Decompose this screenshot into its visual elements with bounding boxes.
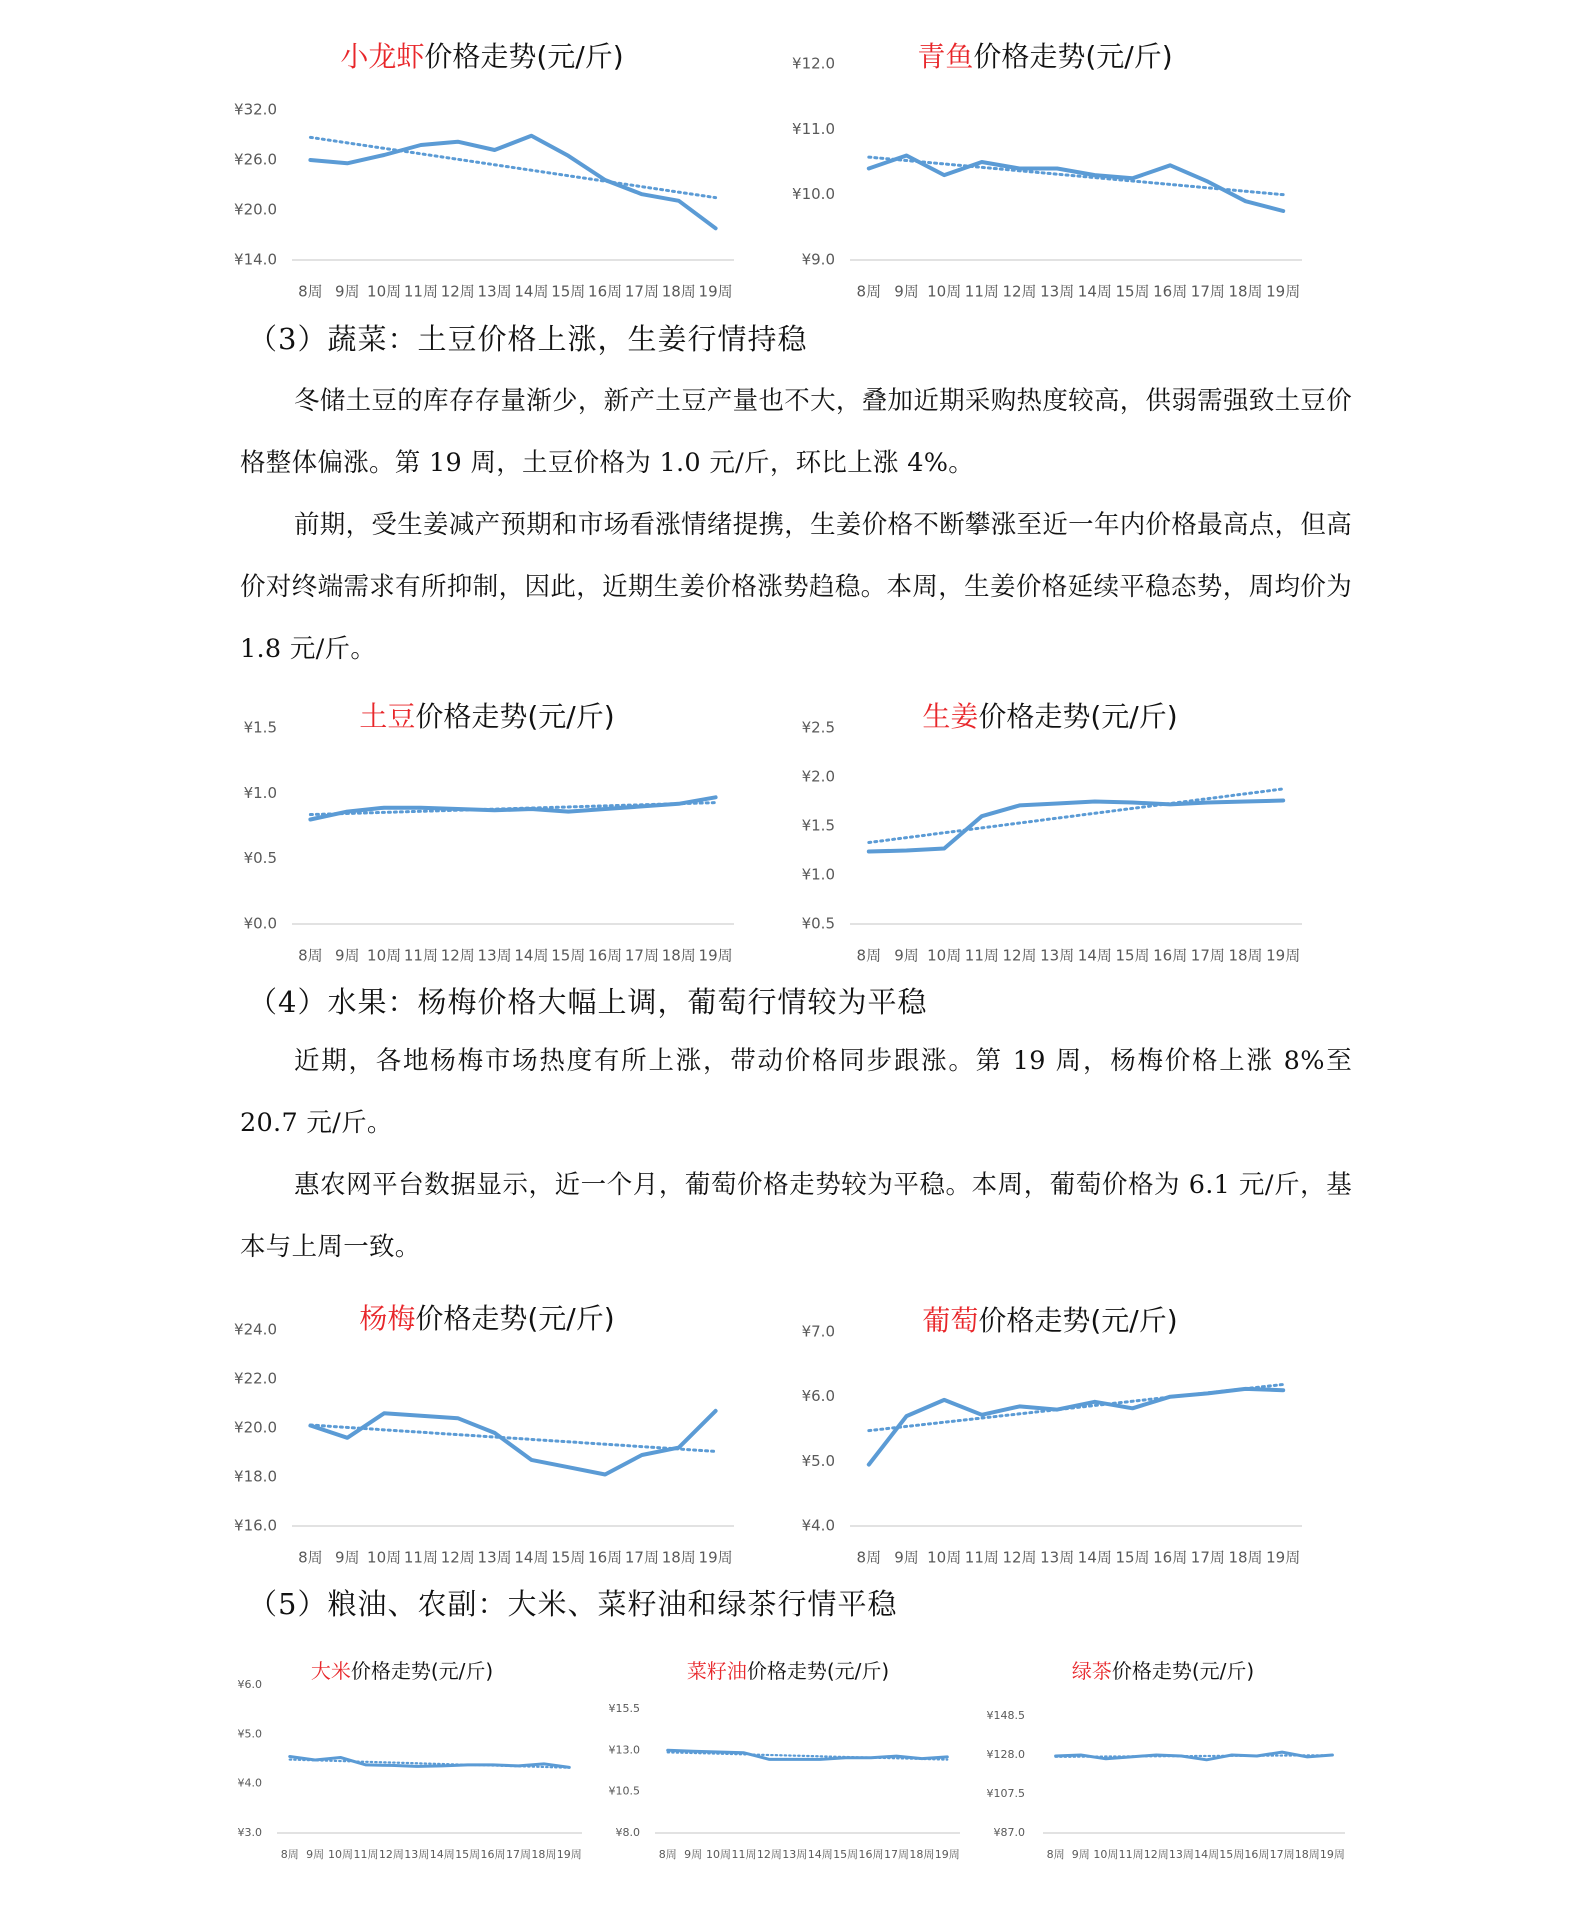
chart-title-rest: 价格走势(元/斤) xyxy=(1111,1658,1255,1683)
x-tick-label: 16周 xyxy=(588,282,623,301)
x-tick-label: 11周 xyxy=(964,282,999,301)
x-tick-label: 12周 xyxy=(756,1848,782,1861)
y-tick-label: ¥2.0 xyxy=(801,767,835,786)
y-tick-label: ¥148.5 xyxy=(986,1709,1025,1722)
chart-rice xyxy=(232,1655,592,1870)
x-tick-label: 10周 xyxy=(927,282,962,301)
y-tick-label: ¥14.0 xyxy=(234,250,277,269)
chart-crayfish xyxy=(232,30,752,304)
chart-title xyxy=(311,1659,493,1683)
x-tick-label: 11周 xyxy=(964,946,999,965)
potato-svg xyxy=(232,698,752,972)
x-tick-label: 16周 xyxy=(1244,1848,1270,1861)
x-tick-label: 9周 xyxy=(1071,1848,1090,1861)
x-tick-label: 9周 xyxy=(894,282,919,301)
x-tick-label: 12周 xyxy=(1002,282,1037,301)
chart-title-rest: 价格走势(元/斤) xyxy=(415,700,615,733)
chart-title-highlight: 小龙虾 xyxy=(340,40,425,73)
y-tick-label: ¥1.5 xyxy=(801,816,835,835)
x-tick-label: 13周 xyxy=(477,946,512,965)
x-tick-label: 19周 xyxy=(934,1848,960,1861)
x-tick-label: 8周 xyxy=(658,1848,677,1861)
x-tick-label: 15周 xyxy=(1115,1548,1150,1567)
section-heading-vegetables: （3）蔬菜：土豆价格上涨，生姜行情持稳 xyxy=(248,322,808,356)
x-tick-label: 17周 xyxy=(1190,946,1225,965)
x-tick-label: 15周 xyxy=(551,1548,586,1567)
x-tick-label: 15周 xyxy=(833,1848,859,1861)
x-tick-label: 18周 xyxy=(531,1848,557,1861)
x-tick-label: 17周 xyxy=(505,1848,531,1861)
x-tick-label: 19周 xyxy=(698,282,733,301)
x-tick-label: 11周 xyxy=(731,1848,757,1861)
x-tick-label: 8周 xyxy=(280,1848,299,1861)
x-tick-label: 16周 xyxy=(1153,1548,1188,1567)
y-tick-label: ¥107.5 xyxy=(986,1787,1025,1800)
x-tick-label: 8周 xyxy=(298,282,323,301)
paragraph-bayberry: 近期，各地杨梅市场热度有所上涨，带动价格同步跟涨。第 19 周，杨梅价格上涨 8%至 20.7 元/斤。 xyxy=(240,1046,1352,1138)
x-tick-label: 8周 xyxy=(298,1548,323,1567)
x-tick-label: 13周 xyxy=(404,1848,430,1861)
x-tick-label: 17周 xyxy=(624,1548,659,1567)
chart-title xyxy=(340,40,623,73)
x-tick-label: 17周 xyxy=(1269,1848,1295,1861)
green_tea-svg xyxy=(985,1655,1355,1870)
series-line xyxy=(668,1750,948,1759)
x-tick-label: 14周 xyxy=(1194,1848,1220,1861)
x-tick-label: 15周 xyxy=(455,1848,481,1861)
y-tick-label: ¥24.0 xyxy=(234,1320,277,1339)
y-tick-label: ¥5.0 xyxy=(237,1727,262,1741)
x-tick-label: 18周 xyxy=(661,946,696,965)
x-tick-label: 14周 xyxy=(1077,1548,1112,1567)
series-line xyxy=(869,801,1283,852)
chart-title-highlight: 葡萄 xyxy=(922,1304,979,1337)
series-line xyxy=(310,136,715,229)
x-tick-label: 10周 xyxy=(706,1848,732,1861)
x-tick-label: 14周 xyxy=(1077,946,1112,965)
x-tick-label: 10周 xyxy=(927,946,962,965)
x-tick-label: 16周 xyxy=(1153,282,1188,301)
x-tick-label: 12周 xyxy=(440,946,475,965)
y-tick-label: ¥26.0 xyxy=(234,150,277,169)
x-tick-label: 15周 xyxy=(1115,946,1150,965)
y-tick-label: ¥32.0 xyxy=(234,100,277,119)
chart-title-highlight: 土豆 xyxy=(359,700,416,733)
chart-title xyxy=(359,700,614,733)
rapeseed_oil-svg xyxy=(610,1655,970,1870)
chart-title-highlight: 生姜 xyxy=(922,700,979,733)
series-line xyxy=(310,1411,715,1475)
x-tick-label: 18周 xyxy=(661,1548,696,1567)
x-tick-label: 14周 xyxy=(429,1848,455,1861)
x-tick-label: 19周 xyxy=(698,946,733,965)
x-tick-label: 13周 xyxy=(1040,282,1075,301)
x-tick-label: 19周 xyxy=(556,1848,582,1861)
y-tick-label: ¥5.0 xyxy=(801,1451,835,1470)
x-tick-label: 9周 xyxy=(894,1548,919,1567)
x-tick-label: 14周 xyxy=(514,282,549,301)
x-tick-label: 15周 xyxy=(551,282,586,301)
x-tick-label: 11周 xyxy=(403,1548,438,1567)
chart-title xyxy=(917,40,1172,73)
x-tick-label: 9周 xyxy=(334,946,360,965)
x-tick-label: 17周 xyxy=(624,946,659,965)
y-tick-label: ¥20.0 xyxy=(234,1418,277,1437)
chart-title xyxy=(1072,1659,1254,1683)
chart-title-highlight: 绿茶 xyxy=(1071,1658,1112,1683)
y-tick-label: ¥4.0 xyxy=(801,1516,835,1535)
y-tick-label: ¥87.0 xyxy=(993,1826,1025,1839)
rice-svg xyxy=(232,1655,592,1870)
x-tick-label: 8周 xyxy=(298,946,323,965)
chart-title xyxy=(359,1302,614,1335)
y-tick-label: ¥3.0 xyxy=(237,1826,262,1839)
y-tick-label: ¥15.5 xyxy=(608,1702,640,1715)
green_fish-svg xyxy=(790,30,1310,304)
crayfish-svg xyxy=(232,30,752,304)
x-tick-label: 10周 xyxy=(1093,1848,1119,1861)
series-line xyxy=(310,797,715,819)
x-tick-label: 11周 xyxy=(403,946,438,965)
chart-title-rest: 价格走势(元/斤) xyxy=(415,1302,615,1335)
y-tick-label: ¥0.0 xyxy=(243,914,277,933)
x-tick-label: 12周 xyxy=(440,282,475,301)
chart-green-tea xyxy=(985,1655,1355,1870)
x-tick-label: 12周 xyxy=(378,1848,404,1861)
y-tick-label: ¥6.0 xyxy=(237,1678,262,1691)
chart-title xyxy=(687,1659,889,1683)
x-tick-label: 8周 xyxy=(856,946,882,965)
chart-title-rest: 价格走势(元/斤) xyxy=(978,1304,1178,1337)
x-tick-label: 16周 xyxy=(480,1848,506,1861)
y-tick-label: ¥0.5 xyxy=(801,914,835,933)
chart-title xyxy=(922,1304,1177,1337)
chart-title-highlight: 菜籽油 xyxy=(686,1658,747,1683)
x-tick-label: 18周 xyxy=(1228,282,1263,301)
chart-title-rest: 价格走势(元/斤) xyxy=(350,1658,494,1683)
x-tick-label: 9周 xyxy=(334,1548,360,1567)
x-tick-label: 10周 xyxy=(367,282,402,301)
x-tick-label: 14周 xyxy=(514,1548,549,1567)
chart-title-highlight: 大米 xyxy=(310,1658,351,1683)
y-tick-label: ¥10.0 xyxy=(792,185,835,204)
chart-title-highlight: 青鱼 xyxy=(917,40,974,73)
x-tick-label: 17周 xyxy=(1190,1548,1225,1567)
y-tick-label: ¥8.0 xyxy=(615,1826,640,1839)
x-tick-label: 16周 xyxy=(588,1548,623,1567)
x-tick-label: 19周 xyxy=(1266,282,1301,301)
trend-line xyxy=(310,137,715,197)
y-tick-label: ¥9.0 xyxy=(801,250,835,269)
y-tick-label: ¥20.0 xyxy=(234,200,277,219)
y-tick-label: ¥128.0 xyxy=(986,1748,1025,1761)
x-tick-label: 16周 xyxy=(1153,946,1188,965)
section-heading-grain-oil: （5）粮油、农副：大米、菜籽油和绿茶行情平稳 xyxy=(248,1587,898,1621)
grape-svg xyxy=(790,1300,1310,1574)
chart-potato xyxy=(232,698,752,972)
chart-title-rest: 价格走势(元/斤) xyxy=(746,1658,890,1683)
x-tick-label: 13周 xyxy=(782,1848,808,1861)
x-tick-label: 9周 xyxy=(894,946,919,965)
x-tick-label: 14周 xyxy=(807,1848,833,1861)
trend-line xyxy=(869,789,1283,843)
x-tick-label: 18周 xyxy=(661,282,696,301)
x-tick-label: 13周 xyxy=(1168,1848,1194,1861)
x-tick-label: 11周 xyxy=(403,282,438,301)
x-tick-label: 8周 xyxy=(856,282,882,301)
x-tick-label: 16周 xyxy=(588,946,623,965)
x-tick-label: 18周 xyxy=(1228,1548,1263,1567)
x-tick-label: 18周 xyxy=(1228,946,1263,965)
y-tick-label: ¥16.0 xyxy=(234,1516,277,1535)
paragraph-ginger: 前期，受生姜减产预期和市场看涨情绪提携，生姜价格不断攀涨至近一年内价格最高点，但高价对终端需求有所抑制，因此，近期生姜价格涨势趋稳。本周，生姜价格延续平稳态势，周均价为 1.8 元/斤。 xyxy=(240,510,1352,664)
x-tick-label: 12周 xyxy=(1002,946,1037,965)
x-tick-label: 12周 xyxy=(440,1548,475,1567)
x-tick-label: 17周 xyxy=(624,282,659,301)
x-tick-label: 9周 xyxy=(306,1848,325,1861)
ginger-svg xyxy=(790,698,1310,972)
section-heading-fruits: （4）水果：杨梅价格大幅上调，葡萄行情较为平稳 xyxy=(248,985,928,1019)
chart-grape xyxy=(790,1300,1310,1574)
y-tick-label: ¥2.5 xyxy=(801,718,835,737)
x-tick-label: 11周 xyxy=(964,1548,999,1567)
y-tick-label: ¥7.0 xyxy=(801,1322,835,1341)
x-tick-label: 19周 xyxy=(1266,946,1301,965)
y-tick-label: ¥4.0 xyxy=(237,1776,262,1790)
x-tick-label: 14周 xyxy=(1077,282,1112,301)
x-tick-label: 16周 xyxy=(858,1848,884,1861)
x-tick-label: 17周 xyxy=(1190,282,1225,301)
chart-rapeseed-oil xyxy=(610,1655,970,1870)
x-tick-label: 18周 xyxy=(1294,1848,1320,1861)
x-tick-label: 11周 xyxy=(1118,1848,1144,1861)
x-tick-label: 10周 xyxy=(367,946,402,965)
x-tick-label: 11周 xyxy=(353,1848,379,1861)
y-tick-label: ¥6.0 xyxy=(801,1387,835,1406)
chart-ginger xyxy=(790,698,1310,972)
bayberry-svg xyxy=(232,1300,752,1574)
x-tick-label: 15周 xyxy=(1115,282,1150,301)
x-tick-label: 9周 xyxy=(684,1848,703,1861)
y-tick-label: ¥12.0 xyxy=(792,54,835,73)
series-line xyxy=(869,1389,1283,1465)
chart-bayberry xyxy=(232,1300,752,1574)
series-line xyxy=(290,1757,570,1768)
y-tick-label: ¥18.0 xyxy=(234,1467,277,1486)
chart-title-rest: 价格走势(元/斤) xyxy=(973,40,1173,73)
x-tick-label: 15周 xyxy=(1219,1848,1245,1861)
y-tick-label: ¥1.5 xyxy=(243,718,277,737)
x-tick-label: 10周 xyxy=(328,1848,354,1861)
y-tick-label: ¥1.0 xyxy=(801,865,835,884)
x-tick-label: 13周 xyxy=(1040,1548,1075,1567)
chart-title-highlight: 杨梅 xyxy=(359,1302,416,1335)
x-tick-label: 8周 xyxy=(1046,1848,1065,1861)
x-tick-label: 19周 xyxy=(698,1548,733,1567)
x-tick-label: 13周 xyxy=(1040,946,1075,965)
y-tick-label: ¥10.5 xyxy=(608,1784,640,1798)
y-tick-label: ¥13.0 xyxy=(608,1743,640,1757)
x-tick-label: 10周 xyxy=(927,1548,962,1567)
chart-title-rest: 价格走势(元/斤) xyxy=(978,700,1178,733)
chart-title-rest: 价格走势(元/斤) xyxy=(424,40,624,73)
x-tick-label: 8周 xyxy=(856,1548,882,1567)
x-tick-label: 12周 xyxy=(1002,1548,1037,1567)
y-tick-label: ¥0.5 xyxy=(243,849,277,868)
y-tick-label: ¥22.0 xyxy=(234,1369,277,1388)
x-tick-label: 19周 xyxy=(1266,1548,1301,1567)
x-tick-label: 17周 xyxy=(883,1848,909,1861)
y-tick-label: ¥1.0 xyxy=(243,783,277,802)
x-tick-label: 10周 xyxy=(367,1548,402,1567)
x-tick-label: 19周 xyxy=(1319,1848,1345,1861)
paragraph-grape: 惠农网平台数据显示，近一个月，葡萄价格走势较为平稳。本周，葡萄价格为 6.1 元/斤，基本与上周一致。 xyxy=(240,1170,1352,1262)
x-tick-label: 15周 xyxy=(551,946,586,965)
paragraph-potato: 冬储土豆的库存存量渐少，新产土豆产量也不大，叠加近期采购热度较高，供弱需强致土豆价格整体偏涨。第 19 周，土豆价格为 1.0 元/斤，环比上涨 4%。 xyxy=(240,386,1352,478)
x-tick-label: 13周 xyxy=(477,282,512,301)
chart-green-fish xyxy=(790,30,1310,304)
x-tick-label: 14周 xyxy=(514,946,549,965)
chart-title xyxy=(922,700,1177,733)
x-tick-label: 12周 xyxy=(1143,1848,1169,1861)
x-tick-label: 13周 xyxy=(477,1548,512,1567)
x-tick-label: 18周 xyxy=(909,1848,935,1861)
y-tick-label: ¥11.0 xyxy=(792,119,835,138)
x-tick-label: 9周 xyxy=(334,282,360,301)
